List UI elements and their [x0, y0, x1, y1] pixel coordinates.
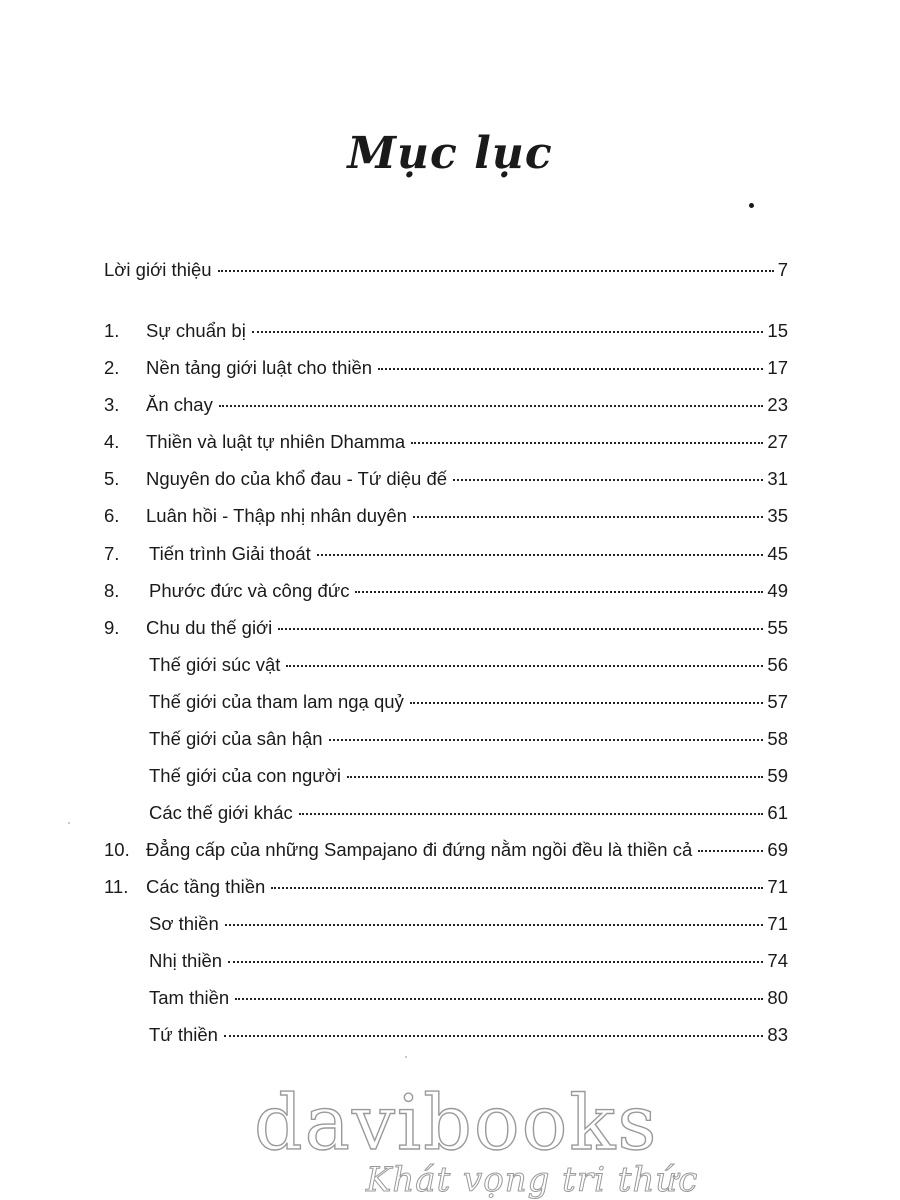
toc-page-number: 49: [767, 580, 788, 601]
toc-row[interactable]: [0, 725, 900, 753]
page-title: Mục lục: [347, 128, 553, 179]
dot-leader: [378, 368, 763, 370]
toc-page-number: 71: [767, 913, 788, 934]
dot-leader: [299, 813, 764, 815]
toc-number: 5.: [104, 468, 120, 489]
dot-leader: [347, 776, 763, 778]
toc-row[interactable]: [0, 614, 900, 642]
toc-label: Tiến trình Giải thoát: [149, 543, 311, 564]
toc-label: Nhị thiền: [149, 950, 223, 971]
toc-page-number: 58: [767, 728, 788, 749]
toc-label: Luân hồi - Thập nhị nhân duyên: [146, 505, 407, 526]
toc-page-number: 71: [767, 876, 788, 897]
toc-row[interactable]: [0, 465, 900, 493]
toc-label: Thế giới của con người: [149, 765, 341, 786]
toc-label: Thiền và luật tự nhiên Dhamma: [146, 431, 406, 452]
toc-row[interactable]: [0, 947, 900, 975]
toc-label: Các tầng thiền: [146, 876, 266, 897]
toc-label: Tam thiền: [149, 987, 230, 1008]
toc-row[interactable]: [0, 762, 900, 790]
watermark-slogan: Khát vọng tri thức: [366, 1160, 699, 1200]
dot-leader: [224, 1035, 763, 1037]
toc-page-number: 61: [767, 802, 788, 823]
toc-row[interactable]: [0, 317, 900, 345]
toc-page-number: 45: [767, 543, 788, 564]
dot-leader: [271, 887, 763, 889]
toc-row[interactable]: [0, 577, 900, 605]
toc-intro-page: 7: [777, 259, 788, 280]
toc-label: Sơ thiền: [149, 913, 219, 934]
dot-leader: [411, 442, 763, 444]
toc-label: Tứ thiền: [149, 1024, 218, 1045]
toc-row[interactable]: [0, 391, 900, 419]
toc-page-number: 15: [767, 320, 788, 341]
toc-intro-label: Lời giới thiệu: [104, 259, 212, 280]
dot-leader: [218, 270, 774, 272]
toc-page-number: 35: [767, 505, 788, 526]
toc-page-number: 17: [767, 357, 788, 378]
toc-number: 9.: [104, 617, 120, 638]
toc-row[interactable]: [0, 910, 900, 938]
toc-row[interactable]: [0, 651, 900, 679]
toc-label: Thế giới súc vật: [149, 654, 281, 675]
toc-row[interactable]: [0, 799, 900, 827]
toc-page-number: 74: [767, 950, 788, 971]
toc-row[interactable]: [0, 984, 900, 1012]
toc-number: 2.: [104, 357, 120, 378]
toc-row[interactable]: [0, 873, 900, 901]
toc-page-number: 27: [767, 431, 788, 452]
dot-leader: [410, 702, 764, 704]
toc-page-number: 31: [767, 468, 788, 489]
toc-label: Thế giới của sân hận: [149, 728, 323, 749]
toc-number: 11.: [104, 876, 129, 897]
toc-row[interactable]: [0, 540, 900, 568]
dot-leader: [235, 998, 763, 1000]
toc-number: 6.: [104, 505, 120, 526]
toc-row[interactable]: [0, 354, 900, 382]
toc-number: 8.: [104, 580, 120, 601]
paper-speck: [68, 822, 70, 824]
toc-number: 7.: [104, 543, 120, 564]
toc-label: Thế giới của tham lam ngạ quỷ: [149, 691, 404, 712]
dot-leader: [355, 591, 763, 593]
toc-page-number: 59: [767, 765, 788, 786]
toc-number: 1.: [104, 320, 120, 341]
toc-label: Chu du thế giới: [146, 617, 273, 638]
toc-row[interactable]: [0, 428, 900, 456]
dot-leader: [413, 516, 763, 518]
toc-label: Các thế giới khác: [149, 802, 293, 823]
dot-leader: [252, 331, 764, 333]
toc-label: Nguyên do của khổ đau - Tứ diệu đế: [146, 468, 448, 489]
toc-number: 10.: [104, 839, 130, 860]
dot-leader: [453, 479, 763, 481]
toc-label: Đẳng cấp của những Sampajano đi đứng nằm ngồi đều là thiền cả: [146, 839, 693, 860]
dot-leader: [225, 924, 764, 926]
toc-number: 4.: [104, 431, 120, 452]
toc-number: 3.: [104, 394, 120, 415]
toc-row[interactable]: [0, 836, 900, 864]
toc-page-number: 55: [767, 617, 788, 638]
dot-leader: [329, 739, 764, 741]
toc-row[interactable]: [0, 1021, 900, 1049]
toc-page-number: 83: [767, 1024, 788, 1045]
toc-page-number: 57: [767, 691, 788, 712]
paper-speck: [405, 1056, 407, 1058]
toc-label: Sự chuẩn bị: [146, 320, 246, 341]
toc-row[interactable]: [0, 502, 900, 530]
toc-intro-row[interactable]: [0, 256, 900, 284]
dot-leader: [698, 850, 763, 852]
toc-label: Phước đức và công đức: [149, 580, 350, 601]
dot-leader: [228, 961, 763, 963]
dot-leader: [219, 405, 764, 407]
toc-label: Ăn chay: [146, 394, 213, 415]
dot-leader: [278, 628, 763, 630]
toc-row[interactable]: [0, 688, 900, 716]
toc-page-number: 80: [767, 987, 788, 1008]
dot-leader: [286, 665, 763, 667]
toc-label: Nền tảng giới luật cho thiền: [146, 357, 373, 378]
toc-page-number: 23: [767, 394, 788, 415]
watermark-brand: davibooks: [254, 1078, 659, 1167]
toc-page-number: 56: [767, 654, 788, 675]
toc-page-number: 69: [767, 839, 788, 860]
dot-leader: [317, 554, 764, 556]
